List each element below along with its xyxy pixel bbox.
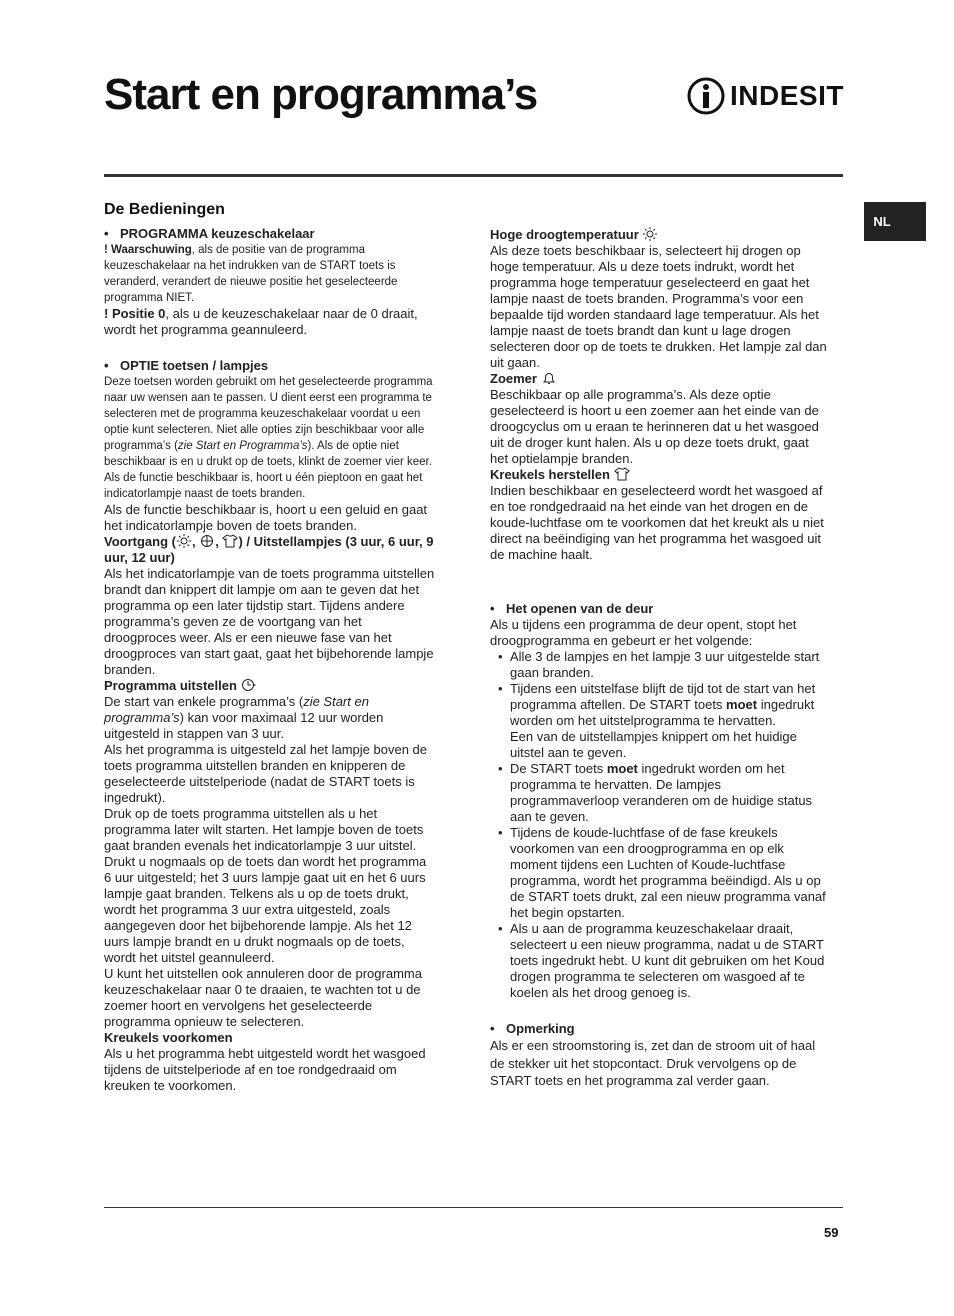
list-item-extra: Een van de uitstellampjes knippert om het huidige uitstel aan te geven. — [510, 729, 797, 760]
list-item — [510, 761, 830, 825]
voortgang-label-a: Voortgang ( — [104, 534, 176, 549]
bottom-divider — [104, 1207, 843, 1208]
warning-label: ! Waarschuwing — [104, 244, 192, 256]
list-item-emphasis: moet — [606, 761, 638, 776]
voortgang-text: Als het indicatorlampje van de toets programma uitstellen brandt dan knippert dit lampje om aan te geven dat het programma op een later tijdstip start. Tijdens andere programma’s geven ze de voortgang van het droogproces weer. Als er een nieuwe fase van het droogproces van start gaat, gaat het bijbehorende lampje branden. — [104, 566, 435, 677]
prog-title: • PROGRAMMA keuzeschakelaar — [104, 226, 436, 242]
kreuk-heading: Kreukels voorkomen — [104, 1030, 233, 1045]
zoemer-label: Zoemer — [490, 371, 537, 386]
voortgang-heading: Voortgang ( , , ) / Uitstellampjes (3 uur, 6 uur, 9 uur, 12 uur) — [104, 534, 434, 565]
list-item-text: ingedrukt worden om het uitstelprogramma te hervatten. — [510, 697, 815, 728]
options-text-2: ). Als de optie niet beschikbaar is en u drukt op de toets, klinkt de zoemer vier keer. Als de functie beschikbaar is, hoort u één pieptoon en gaat het indicatorlampje naast de toets branden. — [104, 440, 432, 500]
zoemer-text: Beschikbaar op alle programma’s. Als deze optie geselecteerd is hoort u een zoemer aan het einde van de droogcyclus om u eraan te herinneren dat u het wasgoed uit de droger kunt halen. Als u op deze toets drukt, gaat het optielampje branden. — [490, 387, 819, 466]
clock-icon — [241, 678, 257, 692]
shirt-icon — [222, 534, 238, 548]
hoog-heading — [490, 227, 830, 243]
voortgang-label-b: ) / Uitstellampjes (3 uur, 6 uur, 9 uur, 12 uur) — [104, 534, 434, 565]
deur-list — [490, 649, 830, 1001]
hoog-text: Als deze toets beschikbaar is, selecteert hij drogen op hoge temperatuur. Als u deze toets indrukt, wordt het programma hoge temperatuur geselecteerd en gaat het lampje naast de toets branden. Programma’s voor een bepaalde tijd worden standaard lage temperatuur. Als het lampje naast de toets brandt dan kunt u lage drogen selecteren door op de toets te drukken. Het lampje zal dan uit gaan. — [490, 243, 827, 370]
uitstel-paragraph-3: Druk op de toets programma uitstellen als u het programma later wilt starten. Het lampje boven de toets gaat branden evenals het indicatorlampje 3 uur uitstel. Drukt u nogmaals op de toets dan wordt het programma 6 uur uitgesteld; het 3 uurs lampje gaat uit en het 6 uurs lampje gaat branden. Telkens als u op de toets drukt, wordt het programma 3 uur extra uitgesteld, zoals aangegeven door het bijbehorende lampje. Als het 12 uurs lampje brandt en u drukt nogmaals op de toets, wordt het uitstel geannuleerd. — [104, 806, 427, 965]
page-number: 59 — [824, 1225, 839, 1240]
uitstel-text-1: De start van enkele programma’s ( — [104, 694, 304, 709]
kreuk-text: Als u het programma hebt uitgesteld wordt het wasgoed tijdens de uitstelperiode af en toe rondgedraaid om kreuken te voorkomen. — [104, 1046, 426, 1093]
uitstel-label: Programma uitstellen — [104, 678, 237, 693]
options-paragraph — [104, 374, 436, 502]
list-item-text: Tijdens de koude-luchtfase of de fase kreukels voorkomen van een droogprogramma en op elk moment tijdens een Luchten of Koude-luchtfase programma, wordt het programma beëindigd. Als u op de START toets drukt, zal een nieuw programma vanaf het begin opstarten. — [510, 825, 826, 920]
brand-logo — [686, 74, 846, 118]
brand-name: INDESIT — [730, 80, 844, 111]
deur-title: • Het openen van de deur — [490, 601, 830, 617]
deur-intro: Als u tijdens een programma de deur opent, stopt het droogprogramma en gebeurt er het volgende: — [490, 617, 797, 648]
uitstel-paragraph-4: U kunt het uitstellen ook annuleren door de programma keuzeschakelaar naar 0 te draaien, te wachten tot u de zoemer hoort en vervolgens het geselecteerde programma opnieuw te selecteren. — [104, 966, 422, 1029]
section-heading: De Bedieningen — [104, 201, 225, 218]
drum-icon — [199, 534, 215, 548]
uitstel-ref: zie Start en programma’s — [104, 694, 369, 725]
options-text-1: Deze toetsen worden gebruikt om het geselecteerde programma naar uw wensen aan te passen. U dient eerst een programma te selecteren met de programma keuzeschakelaar voordat u een optie kunt selecteren. Niet alle opties zijn beschikbaar voor alle programma’s ( — [104, 376, 433, 452]
list-item — [510, 649, 830, 681]
opmerking-text: Als er een stroomstoring is, zet dan de stroom uit of haal de stekker uit het stopcontact. Druk vervolgens op de START toets en het programma zal verder gaan. — [490, 1038, 816, 1088]
warning-text: , als de positie van de programma keuzeschakelaar na het indrukken van de START toets is veranderd, verandert de nieuwe positie het geselecteerde programma NIET. — [104, 244, 398, 304]
options-ref: zie Start en Programma’s — [177, 440, 308, 452]
list-item-text: Alle 3 de lampjes en het lampje 3 uur uitgestelde start gaan branden. — [510, 649, 820, 680]
uitstel-paragraph-1 — [104, 694, 436, 742]
left-column — [104, 200, 436, 1094]
warning-paragraph — [104, 242, 436, 306]
position-text: , als u de keuzeschakelaar naar de 0 draait, wordt het programma geannuleerd. — [104, 306, 418, 337]
herstel-text: Indien beschikbaar en geselecteerd wordt het wasgoed af en toe rondgedraaid na het einde van het drogen en de koude-luchtfase om te voorkomen dat het kreukt als u niet direct na beëindiging van het programma het wasgoed uit de machine haalt. — [490, 483, 824, 562]
list-item — [510, 825, 830, 921]
uitstel-heading — [104, 678, 436, 694]
opmerking-title: • Opmerking — [490, 1021, 830, 1037]
herstel-label: Kreukels herstellen — [490, 467, 610, 482]
uitstel-paragraph-2: Als het programma is uitgesteld zal het lampje boven de toets programma uitstellen branden en knipperen de geselecteerde uitstelperiode (nadat de START toets is ingedrukt). — [104, 742, 428, 805]
list-item — [510, 921, 830, 1001]
zoemer-heading — [490, 371, 830, 387]
bell-icon — [541, 371, 557, 385]
page-title: Start en programma’s — [104, 70, 538, 119]
shirt-icon — [614, 467, 630, 481]
uitstel-text-2: ) kan voor maximaal 12 uur worden uitgesteld in stappen van 3 uur. — [104, 710, 384, 741]
list-item-emphasis: moet — [726, 697, 758, 712]
sun-icon — [642, 227, 658, 241]
list-item-text: Als u aan de programma keuzeschakelaar draait, selecteert u een nieuw programma, nadat u de START toets ingedrukt hebt. U kunt dit gebruiken om het Koud drogen programma te selecteren om wasgoed af te koelen als het droog genoeg is. — [510, 921, 825, 1000]
list-item — [510, 681, 830, 761]
position-label: ! Positie 0 — [104, 306, 166, 321]
right-column — [490, 227, 830, 1090]
herstel-heading — [490, 467, 830, 483]
top-divider — [104, 174, 843, 177]
list-item-text: ingedrukt worden om het programma te hervatten. De lampjes programmaverloop veranderen om de huidige status aan te geven. — [510, 761, 813, 824]
options-title: • OPTIE toetsen / lampjes — [104, 358, 436, 374]
list-item-text: De START toets — [510, 761, 607, 776]
language-tab: NL — [864, 202, 926, 241]
options-paragraph-2: Als de functie beschikbaar is, hoort u een geluid en gaat het indicatorlampje boven de toets branden. — [104, 502, 428, 533]
indesit-logo-icon — [686, 76, 726, 116]
list-item-text: Tijdens een uitstelfase blijft de tijd tot de start van het programma aftellen. De START toets — [510, 681, 816, 712]
sun-icon — [176, 534, 192, 548]
position-paragraph — [104, 306, 436, 338]
hoog-label: Hoge droogtemperatuur — [490, 227, 639, 242]
